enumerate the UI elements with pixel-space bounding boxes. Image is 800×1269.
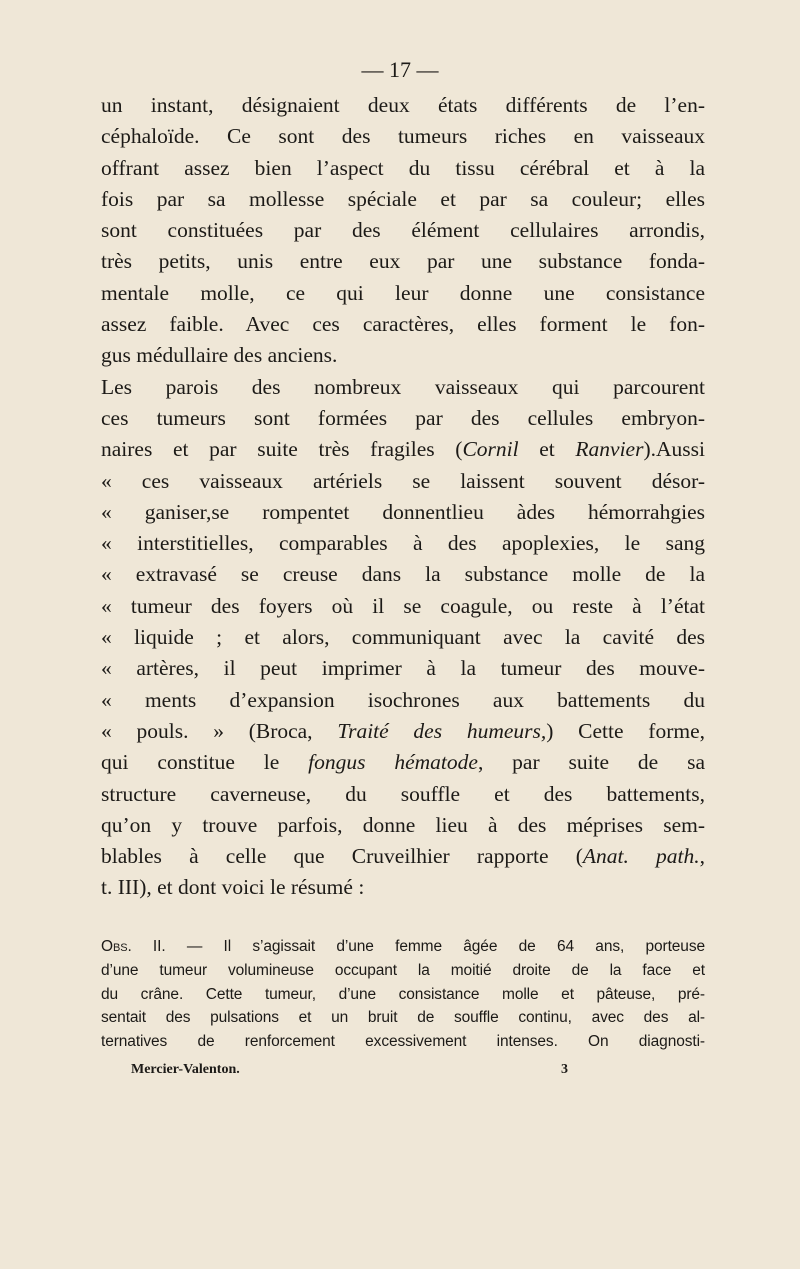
italic-text: Ranvier bbox=[575, 437, 644, 462]
text-segment: assez faible. Avec ces caractères, elles forment le fon- bbox=[101, 312, 705, 337]
text-segment: « ces vaisseaux artériels se laissent souvent désor- bbox=[101, 468, 705, 493]
text-line bbox=[101, 716, 705, 747]
text-segment: structure caverneuse, du souffle et des battements, bbox=[101, 781, 705, 806]
text-segment: sont constituées par des élément cellulaires arrondis, bbox=[101, 218, 705, 243]
text-segment: naires et par suite très fragiles ( bbox=[101, 437, 463, 462]
text-line bbox=[101, 841, 705, 872]
text-segment: offrant assez bien l’aspect du tissu cérébral et à la bbox=[101, 155, 705, 180]
text-line bbox=[101, 434, 705, 465]
text-line bbox=[101, 559, 705, 590]
text-segment: d’une tumeur volumineuse occupant la moitié droite de la face et bbox=[101, 961, 705, 979]
text-line bbox=[101, 497, 705, 528]
text-segment: « interstitielles, comparables à des apoplexies, le sang bbox=[101, 531, 705, 556]
text-line bbox=[101, 935, 705, 959]
text-line bbox=[101, 340, 705, 371]
text-line bbox=[101, 153, 705, 184]
text-segment: « liquide ; et alors, communiquant avec la cavité des bbox=[101, 625, 705, 650]
text-segment: , bbox=[699, 844, 705, 869]
text-segment: sentait des pulsations et un bruit de souffle continu, avec des al- bbox=[101, 1009, 705, 1027]
italic-text: Cornil bbox=[462, 437, 519, 462]
text-line bbox=[101, 215, 705, 246]
text-line bbox=[101, 983, 705, 1007]
text-line bbox=[101, 528, 705, 559]
main-text bbox=[101, 90, 705, 904]
text-segment: Obs bbox=[101, 938, 128, 955]
text-segment: , par suite de sa bbox=[477, 750, 705, 775]
text-line bbox=[101, 1030, 705, 1054]
text-segment: « tumeur des foyers où il se coagule, ou reste à l’état bbox=[101, 593, 705, 618]
text-segment: t. III), et dont voici le résumé : bbox=[101, 875, 365, 900]
text-line bbox=[101, 246, 705, 277]
italic-text: Traité des humeurs, bbox=[337, 718, 547, 743]
text-line bbox=[101, 1006, 705, 1030]
text-segment: blables à celle que Cruveilhier rapporte ( bbox=[101, 844, 583, 869]
text-segment: du crâne. Cette tumeur, d’une consistance molle et pâteuse, pré- bbox=[101, 985, 705, 1003]
text-line bbox=[101, 309, 705, 340]
observation-note bbox=[101, 935, 705, 1054]
text-line bbox=[101, 779, 705, 810]
text-line bbox=[101, 591, 705, 622]
text-segment: « extravasé se creuse dans la substance molle de la bbox=[101, 562, 705, 587]
text-segment: gus médullaire des anciens. bbox=[101, 343, 338, 368]
text-segment: Les parois des nombreux vaisseaux qui parcourent bbox=[101, 374, 705, 399]
page-number: — 17 — bbox=[361, 57, 439, 82]
text-line bbox=[101, 184, 705, 215]
text-segment: ternatives de renforcement excessivement intenses. On diagnosti- bbox=[101, 1033, 705, 1051]
text-segment: « ganiser,se rompentet donnentlieu àdes hémorrahgies bbox=[101, 499, 705, 524]
text-line bbox=[101, 685, 705, 716]
text-segment: mentale molle, ce qui leur donne une consistance bbox=[101, 280, 705, 305]
text-segment: ) Cette forme, bbox=[546, 718, 705, 743]
text-segment: ces tumeurs sont formées par des cellules embryon- bbox=[101, 405, 705, 430]
text-segment: ).Aussi bbox=[643, 437, 705, 462]
text-segment: « pouls. » (Broca, bbox=[101, 718, 338, 743]
text-segment: céphaloïde. Ce sont des tumeurs riches en vaisseaux bbox=[101, 124, 705, 149]
text-line bbox=[101, 90, 705, 121]
text-segment: très petits, unis entre eux par une substance fonda- bbox=[101, 249, 705, 274]
text-line bbox=[101, 278, 705, 309]
text-line bbox=[101, 372, 705, 403]
text-line bbox=[101, 747, 705, 778]
text-segment: « artères, il peut imprimer à la tumeur des mouve- bbox=[101, 656, 705, 681]
text-segment: qu’on y trouve parfois, donne lieu à des méprises sem- bbox=[101, 812, 705, 837]
italic-text: fongus hématode bbox=[308, 750, 478, 775]
italic-text: Anat. path. bbox=[582, 844, 700, 869]
text-segment: et bbox=[518, 437, 576, 462]
text-segment: fois par sa mollesse spéciale et par sa couleur; elles bbox=[101, 186, 705, 211]
text-line bbox=[101, 403, 705, 434]
text-segment: . II. — Il s’agissait d’une femme âgée de 64 ans, porteuse bbox=[127, 938, 705, 955]
text-line bbox=[101, 466, 705, 497]
footer-author: Mercier-Valenton. bbox=[131, 1062, 240, 1077]
text-segment: un instant, désignaient deux états différents de l’en- bbox=[101, 93, 705, 117]
page-footer bbox=[131, 1060, 571, 1080]
text-line bbox=[101, 622, 705, 653]
text-segment: qui constitue le bbox=[101, 750, 309, 775]
text-line bbox=[101, 959, 705, 983]
text-segment: « ments d’expansion isochrones aux battements du bbox=[101, 687, 705, 712]
text-line bbox=[101, 121, 705, 152]
text-line bbox=[101, 653, 705, 684]
signature-mark: 3 bbox=[561, 1062, 568, 1077]
text-line bbox=[101, 872, 705, 903]
text-line bbox=[101, 810, 705, 841]
